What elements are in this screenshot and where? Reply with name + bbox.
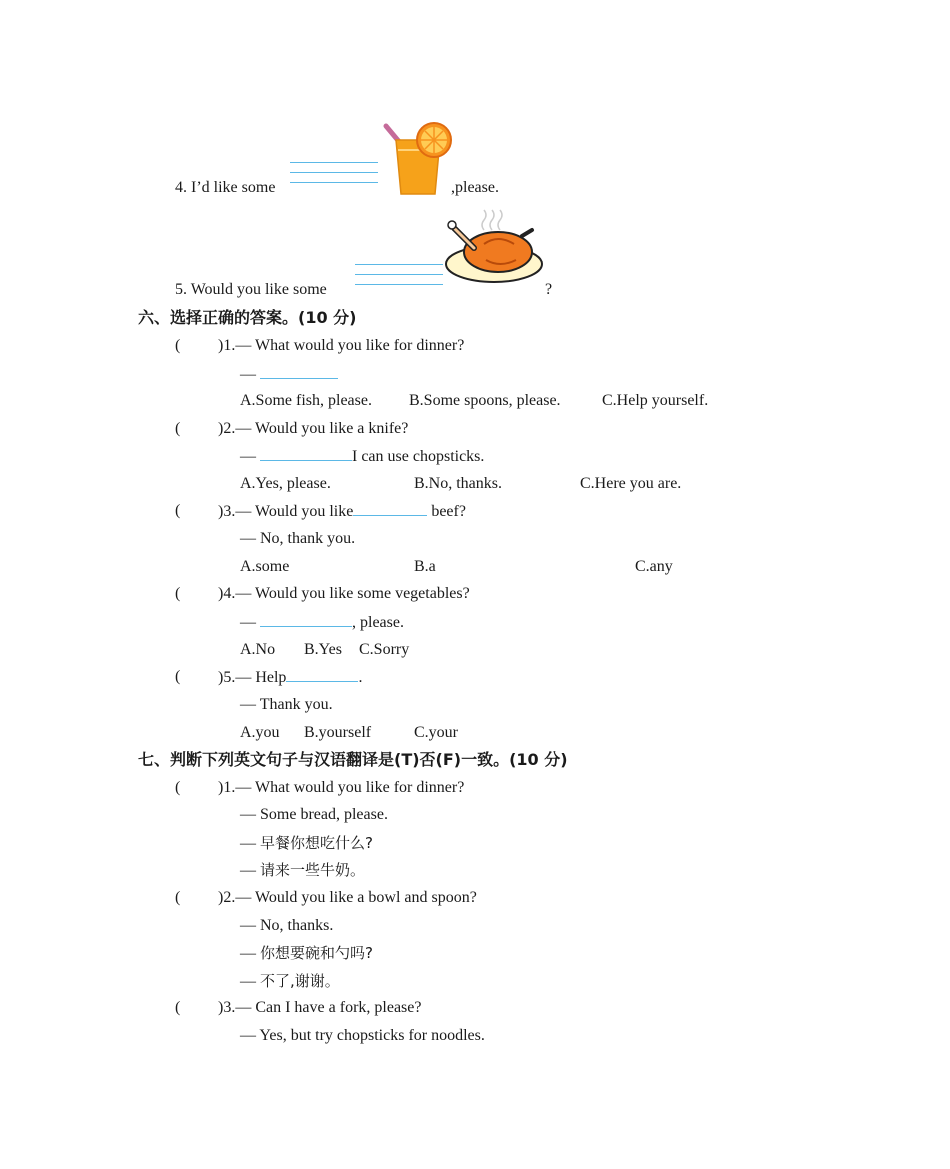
s6-q3-option-a: A.some	[240, 558, 290, 575]
answer-blank[interactable]	[260, 612, 352, 627]
s6-q2-line: )2.— Would you like a knife?	[218, 420, 409, 437]
section6-heading: 六、选择正确的答案。(10 分)	[138, 308, 357, 327]
s7-q1-paren[interactable]: (	[175, 779, 181, 796]
s7-q3-line1: )3.— Can I have a fork, please?	[218, 999, 422, 1016]
section7-heading: 七、判断下列英文句子与汉语翻译是(T)否(F)一致。(10 分)	[138, 750, 568, 769]
s7-q3-paren[interactable]: (	[175, 999, 181, 1016]
s7-q2-line3: — 你想要碗和勺吗?	[240, 944, 373, 962]
s6-q5-line: )5.— Help .	[218, 669, 363, 686]
s6-q1-line: )1.— What would you like for dinner?	[218, 337, 465, 354]
writing-lines-4[interactable]	[290, 162, 378, 192]
s7-q2-line1: )2.— Would you like a bowl and spoon?	[218, 889, 477, 906]
s7-q1-line4: — 请来一些牛奶。	[240, 861, 366, 879]
fill-item-5: 5. Would you like some	[175, 281, 327, 298]
s6-q1-option-a: A.Some fish, please.	[240, 392, 372, 409]
s6-q4-option-b: B.Yes	[304, 641, 342, 658]
s7-q1-line2: — Some bread, please.	[240, 806, 388, 823]
s6-q4-option-a: A.No	[240, 641, 276, 658]
s6-q2-option-a: A.Yes, please.	[240, 475, 331, 492]
answer-blank[interactable]	[286, 667, 358, 682]
roast-chicken-icon	[444, 208, 544, 284]
s6-q5-answer: — Thank you.	[240, 696, 333, 713]
fill-item-5-suffix: ?	[545, 281, 553, 298]
s6-q5-option-c: C.your	[414, 724, 458, 741]
s6-q3-answer: — No, thank you.	[240, 530, 356, 547]
fill-item-4-suffix: ,please.	[451, 179, 499, 196]
writing-lines-5[interactable]	[355, 264, 443, 294]
fill-item-4: 4. I’d like some	[175, 179, 276, 196]
s6-q2-option-c: C.Here you are.	[580, 475, 682, 492]
s6-q3-paren[interactable]: (	[175, 502, 181, 519]
s7-q1-line1: )1.— What would you like for dinner?	[218, 779, 465, 796]
s6-q2-option-b: B.No, thanks.	[414, 475, 502, 492]
answer-blank[interactable]	[353, 501, 427, 516]
s6-q4-paren[interactable]: (	[175, 585, 181, 602]
s6-q5-paren[interactable]: (	[175, 668, 181, 685]
orange-juice-icon	[382, 120, 454, 198]
s6-q3-line: )3.— Would you like beef?	[218, 503, 466, 520]
s6-q4-option-c: C.Sorry	[359, 641, 410, 658]
s6-q2-answer: — I can use chopsticks.	[240, 448, 485, 465]
s6-q3-option-b: B.a	[414, 558, 436, 575]
s6-q4-line: )4.— Would you like some vegetables?	[218, 585, 470, 602]
s7-q1-line3: — 早餐你想吃什么?	[240, 834, 373, 852]
s7-q3-line2: — Yes, but try chopsticks for noodles.	[240, 1027, 485, 1044]
s6-q1-paren[interactable]: (	[175, 337, 181, 354]
s6-q1-answer: —	[240, 364, 338, 385]
s6-q5-option-a: A.you	[240, 724, 280, 741]
s6-q3-option-c: C.any	[635, 558, 673, 575]
s7-q2-line4: — 不了,谢谢。	[240, 972, 340, 990]
s6-q4-answer: — , please.	[240, 614, 404, 631]
s6-q1-option-b: B.Some spoons, please.	[409, 392, 561, 409]
s7-q2-paren[interactable]: (	[175, 889, 181, 906]
s6-q5-option-b: B.yourself	[304, 724, 372, 741]
answer-blank[interactable]	[260, 446, 352, 461]
s7-q2-line2: — No, thanks.	[240, 917, 334, 934]
s6-q1-option-c: C.Help yourself.	[602, 392, 709, 409]
s6-q2-paren[interactable]: (	[175, 420, 181, 437]
answer-blank[interactable]	[260, 364, 338, 379]
